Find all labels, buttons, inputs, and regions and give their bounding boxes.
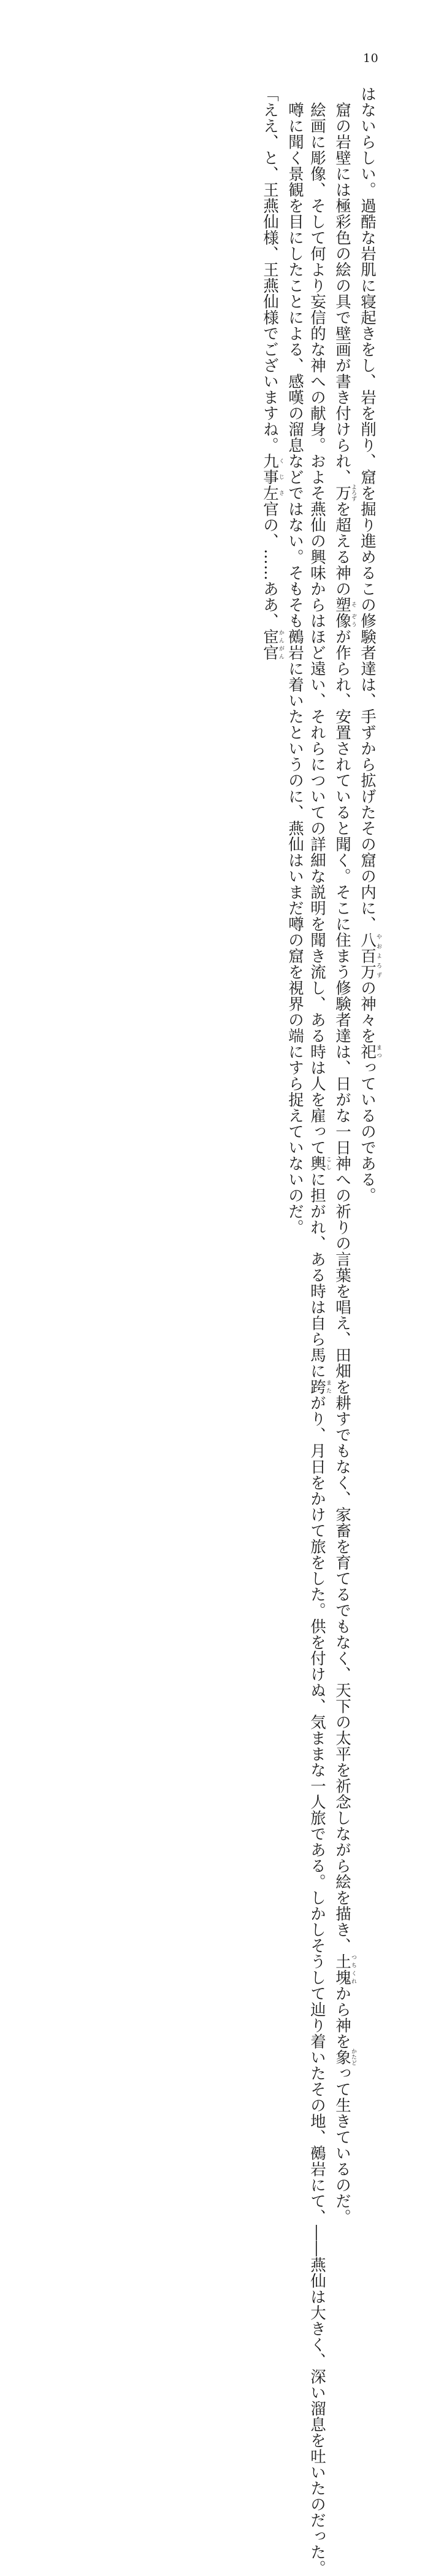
ruby-base: 八百万 (358, 932, 377, 980)
paragraph (284, 86, 306, 1235)
ruby-base: 左 (261, 485, 279, 501)
ruby-annotation (333, 484, 356, 502)
text-run: って生きているのだ。 (333, 2065, 351, 2225)
ruby-base: 塑 (333, 596, 351, 613)
ruby-annotation (358, 932, 381, 980)
text-run: 窟の岩壁には極彩色の絵の具で壁画が書き付けられ、 (333, 101, 351, 485)
ruby-base: 祀 (358, 1044, 377, 1060)
ruby-reading: ぞう (350, 612, 356, 629)
ruby-reading: そ (350, 596, 356, 613)
ruby-base: 跨 (308, 1378, 326, 1395)
text-run: 「ええ、と、王燕仙様、王燕仙様でございますね。 (261, 86, 279, 453)
paragraph (331, 86, 356, 2225)
page-number: 10 (363, 52, 379, 65)
paragraph (356, 86, 381, 1203)
ruby-annotation (358, 1044, 381, 1060)
ruby-reading: こし (325, 1155, 331, 1171)
ruby-base: 宦官 (261, 629, 279, 661)
paragraph (259, 86, 284, 661)
ruby-reading: さ (278, 485, 284, 501)
ruby-base: 万 (333, 484, 351, 502)
ruby-reading: まつ (375, 1044, 381, 1060)
text-run: 絵画に彫像、そして何より妄信的な神への献身。およそ燕仙の興味からはほど遠い、それらについての詳細な説明を聞き流し、ある時は人を雇って (308, 101, 326, 1155)
ruby-annotation (333, 2048, 356, 2066)
text-run: がり、月日をかけて旅をした。供を付けぬ、気ままな一人旅である。しかしそうして辿り着いたその地、鵺岩にて、――燕仙は大きく、深い溜息を吐いたのだった。 (308, 1394, 326, 2576)
vertical-text-body (139, 86, 381, 2576)
text-run: から神を (333, 1985, 351, 2049)
ruby-annotation (261, 485, 284, 501)
ruby-reading: つちくれ (350, 1953, 356, 1985)
ruby-reading: かんがん (278, 629, 284, 661)
text-run: 達は、手ずから拡げたその窟の内に、 (358, 661, 377, 932)
ruby-annotation (333, 612, 356, 629)
text-run: が作られ、安置されていると聞く。そこに住まう修験者達は、日がな一日神への祈りの言葉を唱え、田畑を耕すでもなく、家畜を育てるでもなく、天下の太平を祈念しながら絵を描き、 (333, 628, 351, 1953)
text-run: 官の、……ああ、 (261, 501, 279, 629)
text-run: 噂に聞く景観を目にしたことによる、感嘆の溜息などではない。そもそも鵺岩に着いたというのに、燕仙はいまだ噂の窟を視界の端にすら捉えていないのだ。 (286, 101, 304, 1235)
text-run: に担がれ、ある時は自ら馬に (308, 1171, 326, 1379)
ruby-annotation (261, 629, 284, 661)
ruby-reading: また (325, 1378, 331, 1395)
ruby-reading: よろず (350, 484, 356, 502)
ruby-base: 像 (333, 612, 351, 629)
ruby-annotation (308, 1155, 331, 1171)
ruby-annotation (308, 1378, 331, 1395)
ruby-reading: かたど (350, 2048, 356, 2066)
ruby-base: 象 (333, 2048, 351, 2066)
ruby-base: 九事 (261, 453, 279, 485)
ruby-base: 輿 (308, 1155, 326, 1171)
ruby-annotation (333, 596, 356, 613)
ruby-annotation (261, 453, 284, 485)
text-run: はないらしい。過酷な岩肌に寝起きをし、岩を削り、窟を掘り進めるこの修験者 (358, 86, 377, 661)
text-run: っているのである。 (358, 1060, 377, 1203)
ruby-reading: やおよろず (375, 932, 381, 980)
ruby-reading: くじ (278, 453, 284, 485)
ruby-base: 土塊 (333, 1953, 351, 1985)
text-run: の神々を (358, 980, 377, 1044)
paragraph (306, 86, 331, 2576)
ruby-annotation (333, 1953, 356, 1985)
text-run: を超える神の (333, 500, 351, 597)
